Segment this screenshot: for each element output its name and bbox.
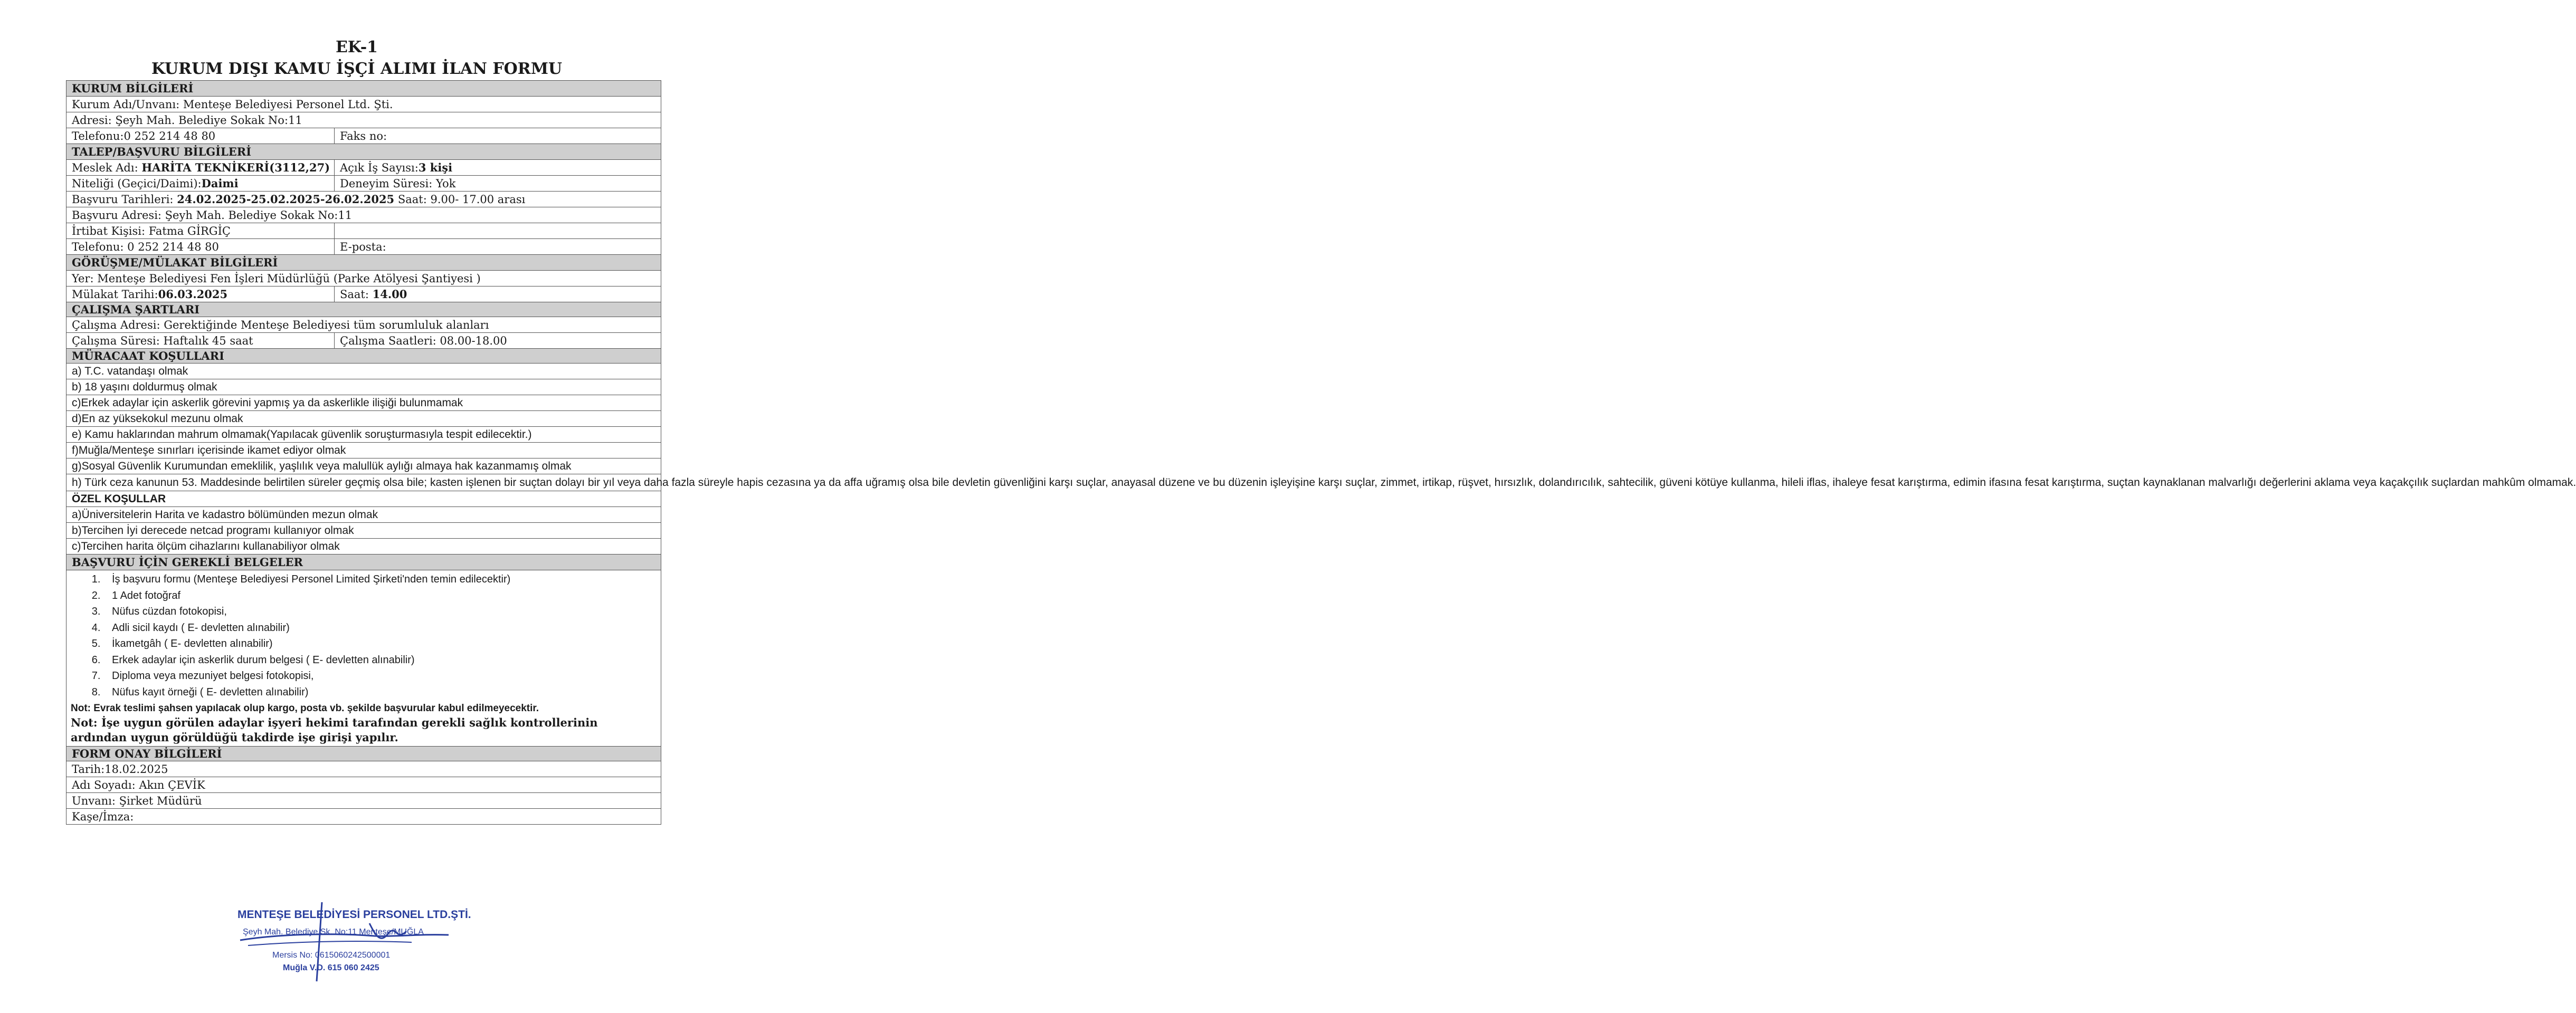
irtibat-eposta: E-posta: bbox=[335, 239, 661, 255]
belgeler-list bbox=[66, 570, 661, 701]
onay-kase-imza: Kaşe/İmza: bbox=[66, 809, 661, 825]
section-gorusme-heading: GÖRÜŞME/MÜLAKAT BİLGİLERİ bbox=[66, 255, 661, 271]
mulakat-saat-value: 14.00 bbox=[372, 288, 407, 301]
announcement-form-table bbox=[66, 80, 2576, 825]
nitelik-label: Niteliği (Geçici/Daimi): bbox=[72, 177, 202, 190]
belge-item: 4. Adli sicil kaydı ( E- devletten alınabilir) bbox=[103, 620, 661, 636]
stamp-mersis: Mersis No: 0615060242500001 bbox=[272, 951, 391, 960]
mulakat-tarih-cell bbox=[66, 286, 335, 302]
stamp-company-name: MENTEŞE BELEDİYESİ PERSONEL LTD.ŞTİ. bbox=[237, 909, 471, 921]
mulakat-yer: Yer: Menteşe Belediyesi Fen İşleri Müdürlüğü (Parke Atölyesi Şantiyesi ) bbox=[66, 271, 661, 286]
onay-ad-soyad: Adı Soyadı: Akın ÇEVİK bbox=[66, 777, 661, 793]
muracaat-item: f)Muğla/Menteşe sınırları içerisinde ikamet ediyor olmak bbox=[66, 443, 661, 458]
onay-tarih: Tarih:18.02.2025 bbox=[66, 761, 661, 777]
basvuru-tarih-cell bbox=[66, 192, 661, 207]
section-belgeler-heading: BAŞVURU İÇİN GEREKLİ BELGELER bbox=[66, 555, 661, 570]
mulakat-tarih-value: 06.03.2025 bbox=[158, 288, 228, 301]
nitelik-cell bbox=[66, 176, 335, 192]
belgeler-note-1: Not: Evrak teslimi şahsen yapılacak olup kargo, posta vb. şekilde başvurular kabul edilmeyecektir. bbox=[71, 703, 539, 714]
section-onay-heading: FORM ONAY BİLGİLERİ bbox=[66, 747, 661, 761]
basvuru-tarih-label: Başvuru Tarihleri: bbox=[72, 193, 177, 206]
form-title: KURUM DIŞI KAMU İŞÇİ ALIMI İLAN FORMU bbox=[151, 60, 563, 78]
meslek-cell bbox=[66, 160, 335, 176]
muracaat-item: c)Erkek adaylar için askerlik görevini yapmış ya da askerlikle ilişiği bulunmamak bbox=[66, 395, 661, 411]
muracaat-item-h: h) Türk ceza kanunun 53. Maddesinde belirtilen süreler geçmiş olsa bile; kasten işlenen bir suçtan dolayı bir yıl veya daha fazla süreyle hapis cezasına ya da affa uğramış olsa bile devletin güvenliğini karşı suçlar, anayasal düzene ve bu düzenin işleyişine karşı suçlar, zimmet, irtikap, rüşvet, hırsızlık, dolandırıcılık, sahtecilik, güveni kötüye kullanma, hileli iflas, ihaleye fesat karıştırma, edimin ifasına fesat karıştırma, suçtan kaynaklanan malvarlığı değerlerini aklama veya kaçakçılık suçlardan mahkûm olmamak. bbox=[66, 474, 661, 491]
muracaat-item: e) Kamu haklarından mahrum olmamak(Yapılacak güvenlik soruşturmasıyla tespit edilecektir.) bbox=[66, 427, 661, 443]
basvuru-saat: Saat: 9.00- 17.00 arası bbox=[394, 193, 526, 206]
kurum-phone: Telefonu:0 252 214 48 80 bbox=[66, 128, 335, 144]
section-muracaat-heading: MÜRACAAT KOŞULLARI bbox=[66, 349, 661, 364]
belge-item: 6. Erkek adaylar için askerlik durum belgesi ( E- devletten alınabilir) bbox=[103, 652, 661, 668]
ozel-item: c)Tercihen harita ölçüm cihazlarını kullanabiliyor olmak bbox=[66, 539, 661, 555]
basvuru-adres: Başvuru Adresi: Şeyh Mah. Belediye Sokak No:11 bbox=[66, 207, 661, 223]
irtibat-kisi: İrtibat Kişisi: Fatma GİRGİÇ bbox=[66, 223, 335, 239]
calisma-sure: Çalışma Süresi: Haftalık 45 saat bbox=[66, 333, 335, 349]
mulakat-saat-label: Saat: bbox=[340, 288, 373, 301]
section-calisma-heading: ÇALIŞMA ŞARTLARI bbox=[66, 302, 661, 317]
muracaat-item: g)Sosyal Güvenlik Kurumundan emeklilik, yaşlılık veya malullük aylığı almaya hak kazanmamış olmak bbox=[66, 458, 661, 474]
kurum-address: Adresi: Şeyh Mah. Belediye Sokak No:11 bbox=[66, 112, 661, 128]
deneyim: Deneyim Süresi: Yok bbox=[335, 176, 661, 192]
muracaat-item: b) 18 yaşını doldurmuş olmak bbox=[66, 379, 661, 395]
belge-item: 5. İkametgâh ( E- devletten alınabilir) bbox=[103, 636, 661, 652]
nitelik-value: Daimi bbox=[201, 177, 239, 190]
kurum-fax: Faks no: bbox=[335, 128, 661, 144]
empty-cell bbox=[335, 223, 661, 239]
muracaat-item: a) T.C. vatandaşı olmak bbox=[66, 364, 661, 379]
mulakat-tarih-label: Mülakat Tarihi: bbox=[72, 288, 158, 301]
belgeler-list-cell bbox=[66, 570, 661, 747]
section-kurum-heading: KURUM BİLGİLERİ bbox=[66, 81, 661, 97]
onay-unvan: Unvanı: Şirket Müdürü bbox=[66, 793, 661, 809]
meslek-value: HARİTA TEKNİKERİ(3112,27) bbox=[141, 161, 330, 174]
stamp-address: Şeyh Mah. Belediye Sk. No:11 Menteşe/MUĞLA bbox=[243, 928, 424, 936]
irtibat-telefon: Telefonu: 0 252 214 48 80 bbox=[66, 239, 335, 255]
belgeler-note-2: Not: İşe uygun görülen adaylar işyeri hekimi tarafından gerekli sağlık kontrollerinin ardından uygun görüldüğü takdirde işe girişi yapılır. bbox=[71, 716, 598, 744]
belge-item: 3. Nüfus cüzdan fotokopisi, bbox=[103, 604, 661, 620]
belge-item: 8. Nüfus kayıt örneği ( E- devletten alınabilir) bbox=[103, 684, 661, 701]
ozel-item: b)Tercihen İyi derecede netcad programı kullanıyor olmak bbox=[66, 523, 661, 539]
acik-cell bbox=[335, 160, 661, 176]
belge-item: 1. İş başvuru formu (Menteşe Belediyesi Personel Limited Şirketi'nden temin edilecektir) bbox=[103, 571, 661, 588]
meslek-label: Meslek Adı: bbox=[72, 161, 142, 174]
form-code: EK-1 bbox=[335, 38, 378, 56]
section-ozel-heading: ÖZEL KOŞULLAR bbox=[66, 491, 661, 507]
belge-item: 7. Diploma veya mezuniyet belgesi fotokopisi, bbox=[103, 668, 661, 684]
calisma-adres: Çalışma Adresi: Gerektiğinde Menteşe Belediyesi tüm sorumluluk alanları bbox=[66, 317, 661, 333]
kurum-name: Kurum Adı/Unvanı: Menteşe Belediyesi Personel Ltd. Şti. bbox=[66, 97, 661, 112]
signature-icon bbox=[237, 902, 459, 987]
basvuru-tarih-value: 24.02.2025-25.02.2025-26.02.2025 bbox=[177, 193, 395, 206]
mulakat-saat-cell bbox=[335, 286, 661, 302]
stamp-tax-office: Muğla V.D. 615 060 2425 bbox=[283, 963, 379, 972]
belge-item: 2. 1 Adet fotoğraf bbox=[103, 588, 661, 604]
acik-label: Açık İş Sayısı: bbox=[340, 161, 419, 174]
acik-value: 3 kişi bbox=[418, 161, 453, 174]
calisma-saatleri: Çalışma Saatleri: 08.00-18.00 bbox=[335, 333, 661, 349]
muracaat-item: d)En az yüksekokul mezunu olmak bbox=[66, 411, 661, 427]
ozel-item: a)Üniversitelerin Harita ve kadastro bölümünden mezun olmak bbox=[66, 507, 661, 523]
section-talep-heading: TALEP/BAŞVURU BİLGİLERİ bbox=[66, 144, 661, 160]
